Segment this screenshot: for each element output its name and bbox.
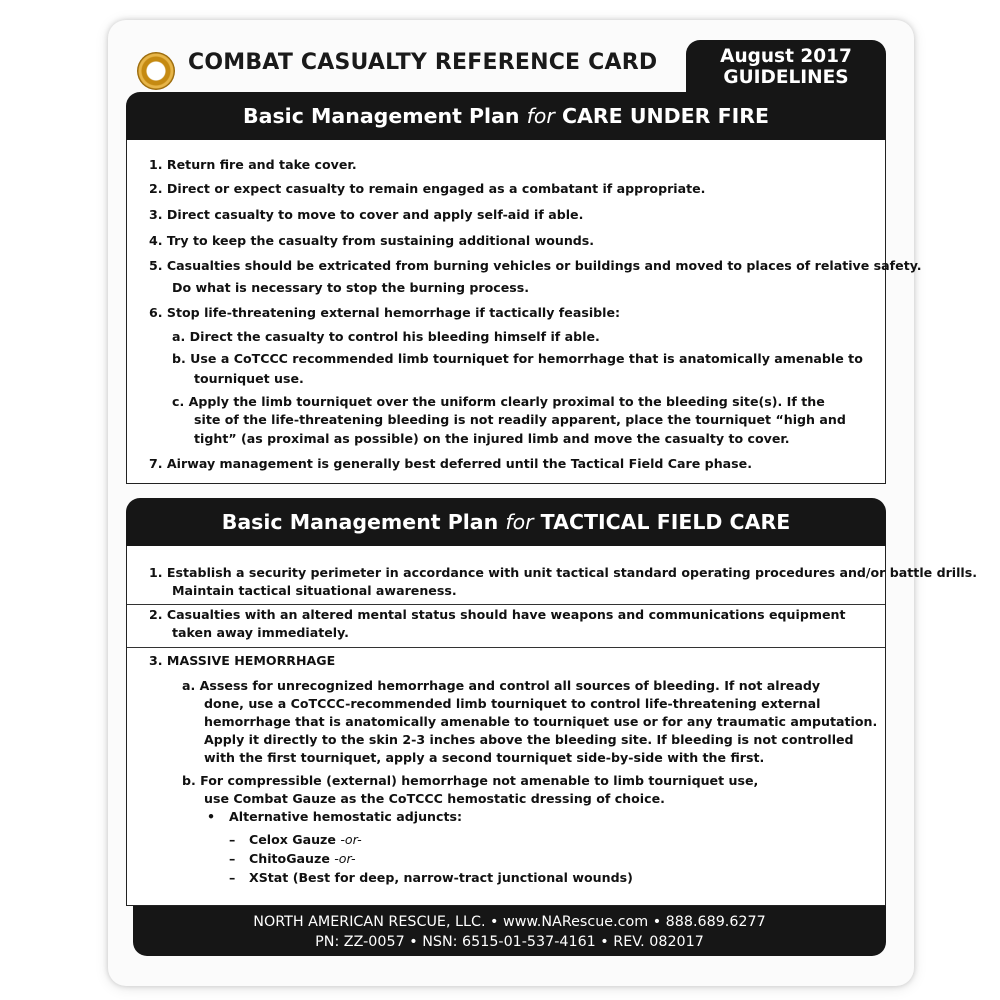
care-under-fire-section — [126, 140, 922, 484]
header-for: for — [526, 104, 555, 128]
dash-icon: – — [229, 851, 236, 866]
adjunct-celox — [249, 831, 362, 850]
dash-icon: – — [229, 870, 236, 885]
cuf-item-6b-cont: tourniquet use. — [194, 371, 304, 386]
guidelines-line: GUIDELINES — [723, 67, 849, 88]
adjunct-label: ChitoGauze — [249, 851, 335, 866]
tfc-item-3a-cont1: done, use a CoTCCC-recommended limb tourniquet to control life-threatening external — [204, 696, 821, 711]
cuf-item-6c-cont1: site of the life-threatening bleeding is not readily apparent, place the tourniquet “high and — [194, 412, 846, 427]
cuf-item-5-cont: Do what is necessary to stop the burning process. — [172, 280, 530, 295]
dash-icon: – — [229, 832, 236, 847]
adjuncts-heading: Alternative hemostatic adjuncts: — [229, 809, 463, 824]
cuf-item-2: 2. Direct or expect casualty to remain engaged as a combatant if appropriate. — [149, 181, 706, 196]
header-title: CARE UNDER FIRE — [554, 104, 769, 128]
bullet-icon: • — [207, 809, 216, 824]
card-title: COMBAT CASUALTY REFERENCE CARD — [188, 50, 658, 75]
tfc-item-2-cont: taken away immediately. — [172, 625, 349, 640]
care-under-fire-header — [126, 92, 886, 140]
cuf-item-6c: c. Apply the limb tourniquet over the uniform clearly proximal to the bleeding site(s). If the — [172, 394, 825, 409]
tfc-item-3a-cont2: hemorrhage that is anatomically amenable to tourniquet use or for any traumatic amputation. — [204, 714, 878, 729]
cuf-item-7: 7. Airway management is generally best deferred until the Tactical Field Care phase. — [149, 456, 752, 471]
cuf-item-6b: b. Use a CoTCCC recommended limb tourniquet for hemorrhage that is anatomically amenable to — [172, 351, 863, 366]
tactical-field-care-section — [126, 546, 978, 906]
cuf-item-6a: a. Direct the casualty to control his bleeding himself if able. — [172, 329, 600, 344]
tfc-item-3b: b. For compressible (external) hemorrhage not amenable to limb tourniquet use, — [182, 773, 759, 788]
or-label: -or- — [340, 832, 362, 847]
tactical-field-care-header — [126, 498, 886, 546]
grommet-hole-icon — [137, 52, 175, 90]
cuf-item-1: 1. Return fire and take cover. — [149, 157, 357, 172]
footer-part-number-line: PN: ZZ-0057 • NSN: 6515-01-537-4161 • REV. 082017 — [315, 934, 704, 950]
cuf-item-3: 3. Direct casualty to move to cover and apply self-aid if able. — [149, 207, 584, 222]
tfc-item-2: 2. Casualties with an altered mental status should have weapons and communications equipment — [149, 607, 846, 622]
date-line: August 2017 — [720, 46, 852, 67]
adjunct-chitogauze — [249, 850, 356, 869]
header-text: Basic Management Plan — [243, 104, 527, 128]
adjunct-label: Celox Gauze — [249, 832, 341, 847]
row-divider — [127, 647, 885, 648]
tfc-item-3a: a. Assess for unrecognized hemorrhage and control all sources of bleeding. If not already — [182, 678, 821, 693]
tfc-item-3b-cont: use Combat Gauze as the CoTCCC hemostatic dressing of choice. — [204, 791, 665, 806]
tfc-item-3-heading: 3. MASSIVE HEMORRHAGE — [149, 653, 336, 668]
header-for: for — [505, 510, 534, 534]
footer-bar — [133, 906, 886, 956]
cuf-item-4: 4. Try to keep the casualty from sustaining additional wounds. — [149, 233, 595, 248]
adjunct-xstat: XStat (Best for deep, narrow-tract junctional wounds) — [249, 870, 633, 885]
tfc-item-3a-cont4: with the first tourniquet, apply a second tourniquet side-by-side with the first. — [204, 750, 765, 765]
header-text: Basic Management Plan — [221, 510, 506, 534]
cuf-item-5: 5. Casualties should be extricated from burning vehicles or buildings and moved to places of relative safety. — [149, 258, 922, 273]
tfc-item-1-cont: Maintain tactical situational awareness. — [172, 583, 457, 598]
tfc-item-3a-cont3: Apply it directly to the skin 2-3 inches above the bleeding site. If bleeding is not controlled — [204, 732, 854, 747]
cuf-item-6c-cont2: tight” (as proximal as possible) on the injured limb and move the casualty to cover. — [194, 431, 790, 446]
row-divider — [127, 604, 885, 605]
header-title: TACTICAL FIELD CARE — [533, 510, 791, 534]
cuf-item-6: 6. Stop life-threatening external hemorrhage if tactically feasible: — [149, 305, 621, 320]
footer-company-line: NORTH AMERICAN RESCUE, LLC. • www.NARescue.com • 888.689.6277 — [253, 914, 766, 930]
tfc-item-1: 1. Establish a security perimeter in accordance with unit tactical standard operating procedures and/or battle drills. — [149, 565, 978, 580]
or-label: -or- — [334, 851, 356, 866]
